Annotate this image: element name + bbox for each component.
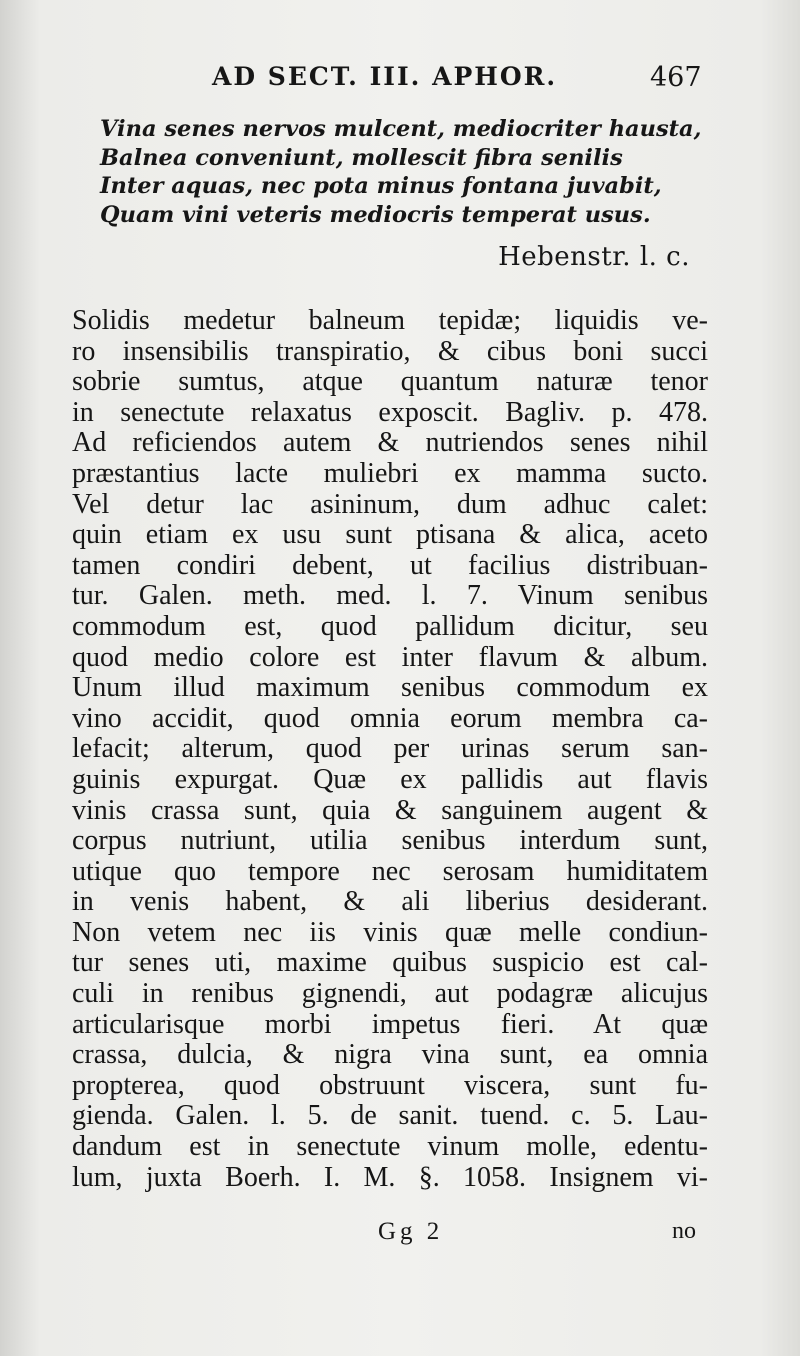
body-text	[72, 306, 708, 1193]
text-line: in senectute relaxatus exposcit. Bagliv. p. 478.	[72, 396, 708, 428]
text-line: quin etiam ex usu sunt ptisana & alica, aceto	[72, 519, 708, 551]
text-line: Vel detur lac asininum, dum adhuc calet:	[72, 488, 708, 520]
verse-line: Balnea conveniunt, mollescit fibra senilis	[100, 144, 623, 171]
signature-mark: Gg 2	[378, 1218, 444, 1245]
text-line: Solidis medetur balneum tepidæ; liquidis ve-	[72, 305, 708, 336]
text-line: Unum illud maximum senibus commodum ex	[72, 672, 708, 704]
text-line: Non vetem nec iis vinis quæ melle condiun-	[72, 916, 708, 948]
verse-line: Inter aquas, nec pota minus fontana juvabit,	[100, 173, 662, 199]
text-line: quod medio colore est inter flavum & album.	[72, 641, 708, 673]
verse-quotation	[100, 115, 720, 229]
text-line: ro insensibilis transpiratio, & cibus boni succi	[72, 335, 708, 367]
text-line: præstantius lacte muliebri ex mamma sucto.	[72, 457, 708, 489]
verse-line: Vina senes nervos mulcent, mediocriter hausta,	[100, 116, 702, 142]
text-line: dandum est in senectute vinum molle, edentu-	[72, 1131, 708, 1163]
text-line: Ad reficiendos autem & nutriendos senes nihil	[72, 427, 708, 459]
text-line: in venis habent, & ali liberius desiderant.	[72, 886, 708, 918]
text-line: culi in renibus gignendi, aut podagræ alicujus	[72, 978, 708, 1010]
catchword: no	[672, 1218, 696, 1244]
verse-attribution: Hebenstr. l. c.	[498, 242, 690, 272]
text-line: vinis crassa sunt, quia & sanguinem augent &	[72, 794, 708, 826]
text-line: propterea, quod obstruunt viscera, sunt fu-	[72, 1069, 708, 1101]
text-line: utique quo tempore nec serosam humiditatem	[72, 855, 708, 887]
page-header	[0, 62, 800, 102]
text-line: tamen condiri debent, ut facilius distribuan-	[72, 549, 708, 581]
text-line: crassa, dulcia, & nigra vina sunt, ea omnia	[72, 1039, 708, 1071]
text-line: articularisque morbi impetus fieri. At quæ	[72, 1008, 708, 1040]
text-line: lefacit; alterum, quod per urinas serum san-	[72, 733, 708, 765]
text-line: gienda. Galen. l. 5. de sanit. tuend. c. 5. Lau-	[72, 1100, 708, 1132]
text-line: tur senes uti, maxime quibus suspicio est cal-	[72, 947, 708, 979]
text-line: tur. Galen. meth. med. l. 7. Vinum senibus	[72, 580, 708, 612]
text-line: lum, juxta Boerh. I. M. §. 1058. Insignem vi-	[72, 1161, 708, 1193]
page-footer	[0, 1218, 800, 1258]
text-line: vino accidit, quod omnia eorum membra ca-	[72, 702, 708, 734]
text-line: sobrie sumtus, atque quantum naturæ tenor	[72, 366, 708, 398]
text-line: guinis expurgat. Quæ ex pallidis aut flavis	[72, 763, 708, 795]
text-line: corpus nutriunt, utilia senibus interdum sunt,	[72, 825, 708, 857]
text-line: commodum est, quod pallidum dicitur, seu	[72, 610, 708, 642]
verse-line: Quam vini veteris mediocris temperat usus.	[100, 201, 651, 228]
page-number: 467	[650, 62, 702, 93]
running-head: AD SECT. III. APHOR.	[212, 62, 558, 91]
